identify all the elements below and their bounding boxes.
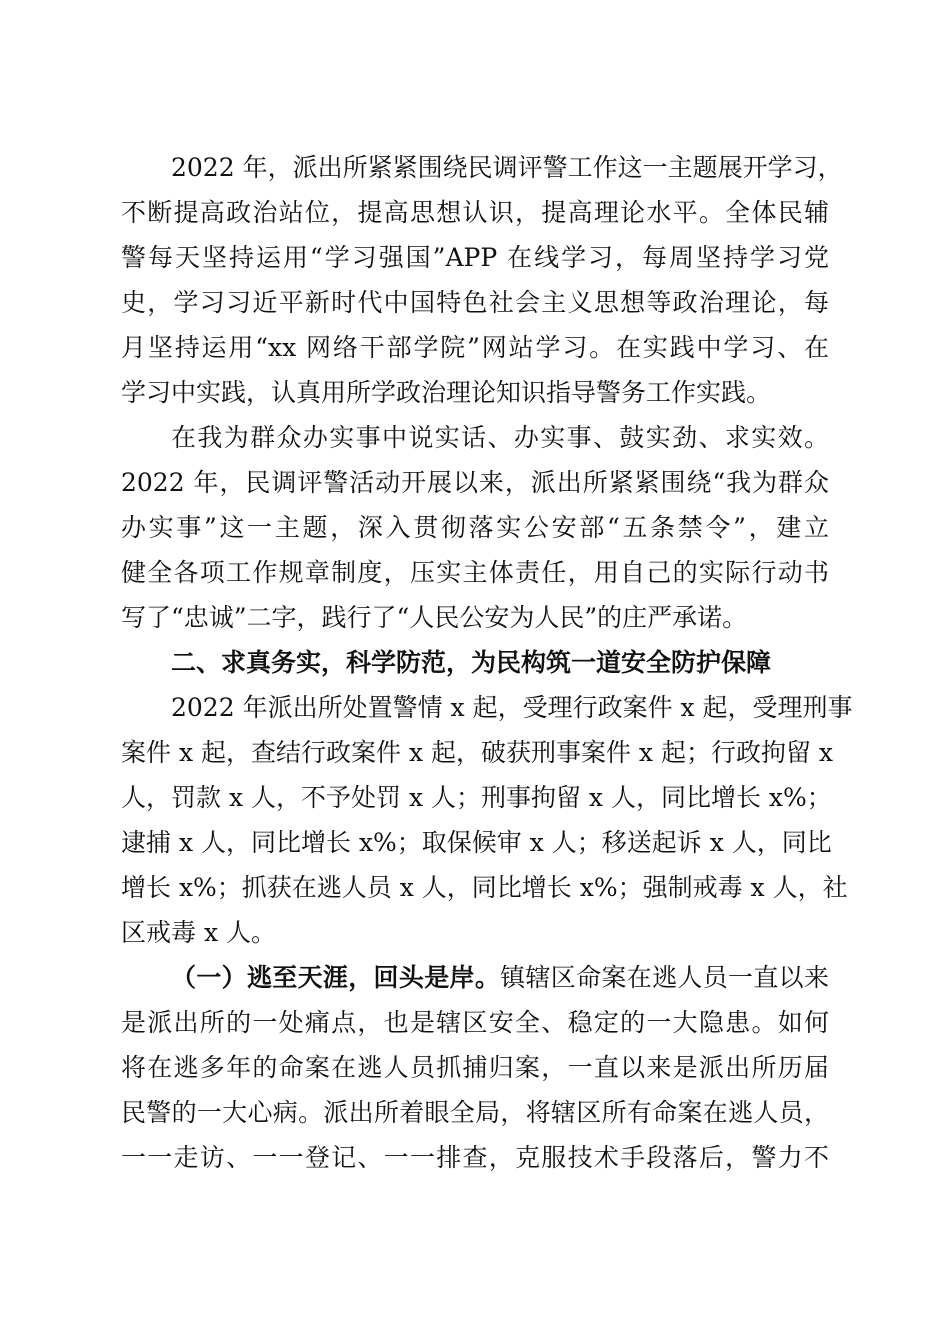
text-fragment: 镇辖区命案在逃人员一直以来 bbox=[500, 963, 829, 992]
text-line: 写了“忠诚”二字，践行了“人民公安为人民”的庄严承诺。 bbox=[121, 603, 748, 632]
subsection-lead: （一）逃至天涯，回头是岸。 bbox=[171, 963, 501, 992]
paragraph-service bbox=[121, 415, 829, 640]
paragraph-study bbox=[121, 145, 843, 415]
paragraph-statistics bbox=[121, 685, 853, 955]
text-line: 学习中实践，认真用所学政治理论知识指导警务工作实践。 bbox=[121, 378, 772, 407]
text-line: 月坚持运用“xx 网络干部学院”网站学习。在实践中学习、在 bbox=[121, 333, 829, 362]
text-line: 逮捕 x 人，同比增长 x%；取保候审 x 人；移送起诉 x 人，同比 bbox=[121, 828, 832, 857]
paragraph-fugitives bbox=[121, 955, 829, 1180]
text-line: 史，学习习近平新时代中国特色社会主义思想等政治理论，每 bbox=[121, 288, 829, 317]
text-line: 警每天坚持运用“学习强国”APP 在线学习，每周坚持学习党 bbox=[121, 243, 829, 272]
text-line: 2022 年，派出所紧紧围绕民调评警工作这一主题展开学习， bbox=[171, 153, 843, 182]
text-line: 不断提高政治站位，提高思想认识，提高理论水平。全体民辅 bbox=[121, 198, 829, 227]
text-line: 一一走访、一一登记、一一排查，克服技术手段落后，警力不 bbox=[121, 1143, 829, 1172]
text-line: 是派出所的一处痛点，也是辖区安全、稳定的一大隐患。如何 bbox=[121, 1008, 829, 1037]
section-heading: 二、求真务实，科学防范，为民构筑一道安全防护保障 bbox=[171, 648, 772, 677]
section-heading-block bbox=[121, 640, 829, 685]
text-line: 2022 年派出所处置警情 x 起，受理行政案件 x 起，受理刑事 bbox=[171, 693, 853, 722]
text-line: 案件 x 起，查结行政案件 x 起，破获刑事案件 x 起；行政拘留 x bbox=[121, 738, 834, 767]
text-line: 增长 x%；抓获在逃人员 x 人，同比增长 x%；强制戒毒 x 人，社 bbox=[121, 873, 848, 902]
text-line: 健全各项工作规章制度，压实主体责任，用自己的实际行动书 bbox=[121, 558, 829, 587]
text-line: 在我为群众办实事中说实话、办实事、鼓实劲、求实效。 bbox=[171, 423, 829, 452]
text-line: 人，罚款 x 人，不予处罚 x 人；刑事拘留 x 人，同比增长 x%； bbox=[121, 783, 832, 812]
document-body bbox=[121, 145, 853, 1180]
text-line bbox=[121, 955, 829, 1000]
text-line: 办实事”这一主题，深入贯彻落实公安部“五条禁令”，建立 bbox=[121, 513, 829, 542]
text-line: 区戒毒 x 人。 bbox=[121, 918, 276, 947]
text-line: 民警的一大心病。派出所着眼全局，将辖区所有命案在逃人员， bbox=[121, 1098, 829, 1127]
text-line: 2022 年，民调评警活动开展以来，派出所紧紧围绕“我为群众 bbox=[121, 468, 829, 497]
text-line: 将在逃多年的命案在逃人员抓捕归案，一直以来是派出所历届 bbox=[121, 1053, 829, 1082]
